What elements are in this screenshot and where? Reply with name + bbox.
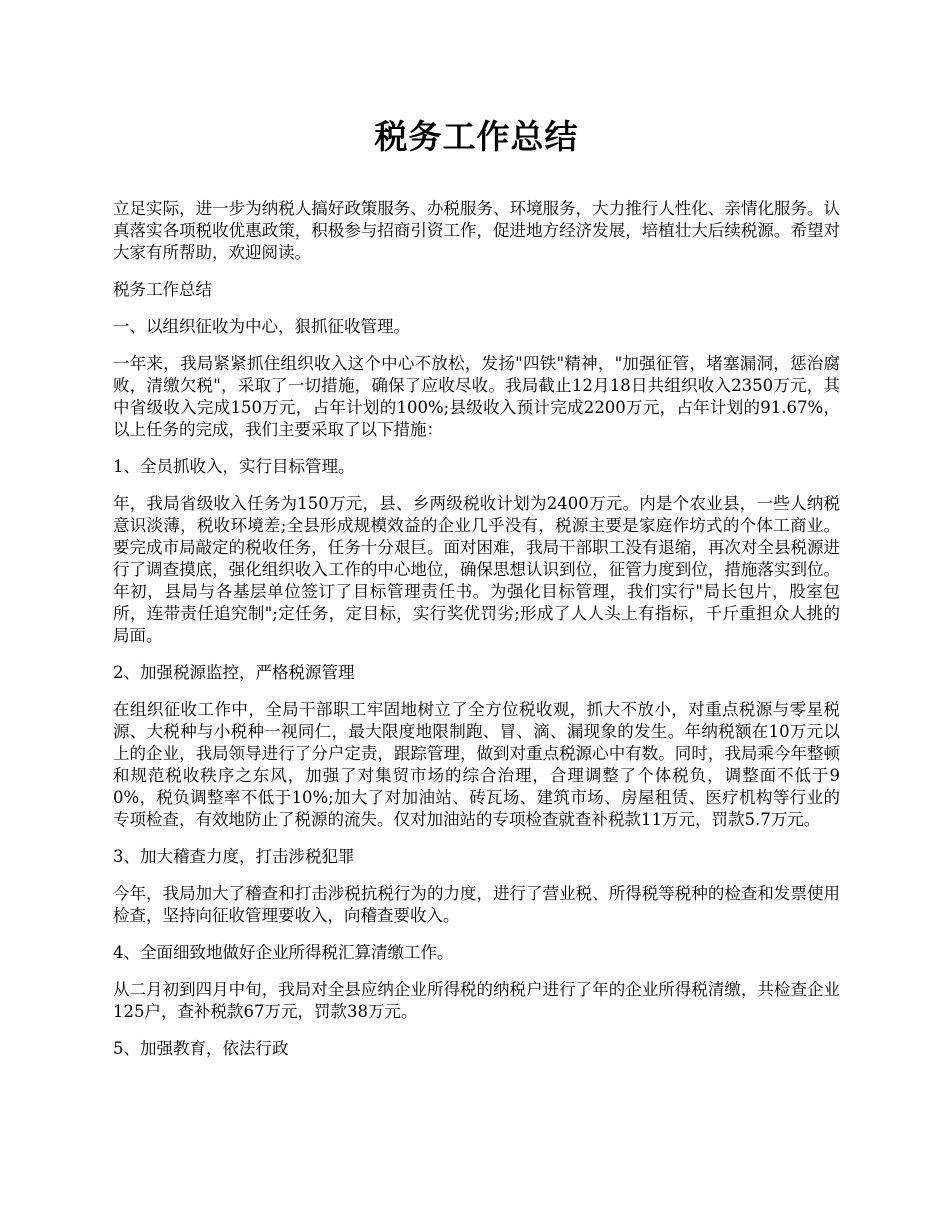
- item-5-heading: 5、加强教育，依法行政: [113, 1039, 289, 1058]
- document-title: 税务工作总结: [374, 117, 579, 156]
- item-4-heading: 4、全面细致地做好企业所得税汇算清缴工作。: [113, 943, 454, 962]
- section-1-heading: 一、以组织征收为中心，狠抓征收管理。: [113, 317, 410, 336]
- intro-paragraph: 立足实际，进一步为纳税人搞好政策服务、办税服务、环境服务，大力推行人性化、亲情化服务。认真落实各项税收优惠政策，积极参与招商引资工作，促进地方经济发展，培植壮大后续税源。希望对大家有所帮助，欢迎阅读。: [113, 199, 840, 262]
- section-1-body: 一年来，我局紧紧抓住组织收入这个中心不放松，发扬"四铁"精神，"加强征管，堵塞漏洞，惩治腐败，清缴欠税"，采取了一切措施，确保了应收尽收。我局截止12月18日共组织收入2350万元，其中省级收入完成150万元，占年计划的100%;县级收入预计完成2200万元，占年计划的91.67%，以上任务的完成，我们主要采取了以下措施：: [113, 354, 840, 439]
- item-1-body: 年，我局省级收入任务为150万元，县、乡两级税收计划为2400万元。内是个农业县，一些人纳税意识淡薄，税收环境差;全县形成规模效益的企业几乎没有，税源主要是家庭作坊式的个体工商业。要完成市局敲定的税收任务，任务十分艰巨。面对困难，我局干部职工没有退缩，再次对全县税源进行了调查摸底，强化组织收入工作的中心地位，确保思想认识到位，征管力度到位，措施落实到位。年初，县局与各基层单位签订了目标管理责任书。为强化目标管理，我们实行"局长包片，股室包所，连带责任追究制";定任务，定目标，实行奖优罚劣;形成了人人头上有指标，千斤重担众人挑的局面。: [113, 494, 840, 645]
- document-page: [113, 110, 840, 1075]
- item-2-heading: 2、加强税源监控，严格税源管理: [113, 663, 355, 682]
- item-2-body: 在组织征收工作中，全局干部职工牢固地树立了全方位税收观，抓大不放小，对重点税源与零星税源、大税种与小税种一视同仁，最大限度地限制跑、冒、滴、漏现象的发生。年纳税额在10万元以上的企业，我局领导进行了分户定责，跟踪管理，做到对重点税源心中有数。同时，我局乘今年整顿和规范税收秩序之东风，加强了对集贸市场的综合治理，合理调整了个体税负，调整面不低于90%，税负调整率不低于10%;加大了对加油站、砖瓦场、建筑市场、房屋租赁、医疗机构等行业的专项检查，有效地防止了税源的流失。仅对加油站的专项检查就查补税款11万元，罚款5.7万元。: [113, 700, 840, 829]
- item-1-heading: 1、全员抓收入，实行目标管理。: [113, 457, 355, 476]
- item-4-body: 从二月初到四月中旬，我局对全县应纳企业所得税的纳税户进行了年的企业所得税清缴，共检查企业125户，查补税款67万元，罚款38万元。: [113, 980, 840, 1021]
- item-3-body: 今年，我局加大了稽查和打击涉税抗税行为的力度，进行了营业税、所得税等税种的检查和发票使用检查，坚持向征收管理要收入，向稽查要收入。: [113, 884, 840, 925]
- item-3-heading: 3、加大稽查力度，打击涉税犯罪: [113, 847, 355, 866]
- document-subtitle: 税务工作总结: [113, 280, 212, 299]
